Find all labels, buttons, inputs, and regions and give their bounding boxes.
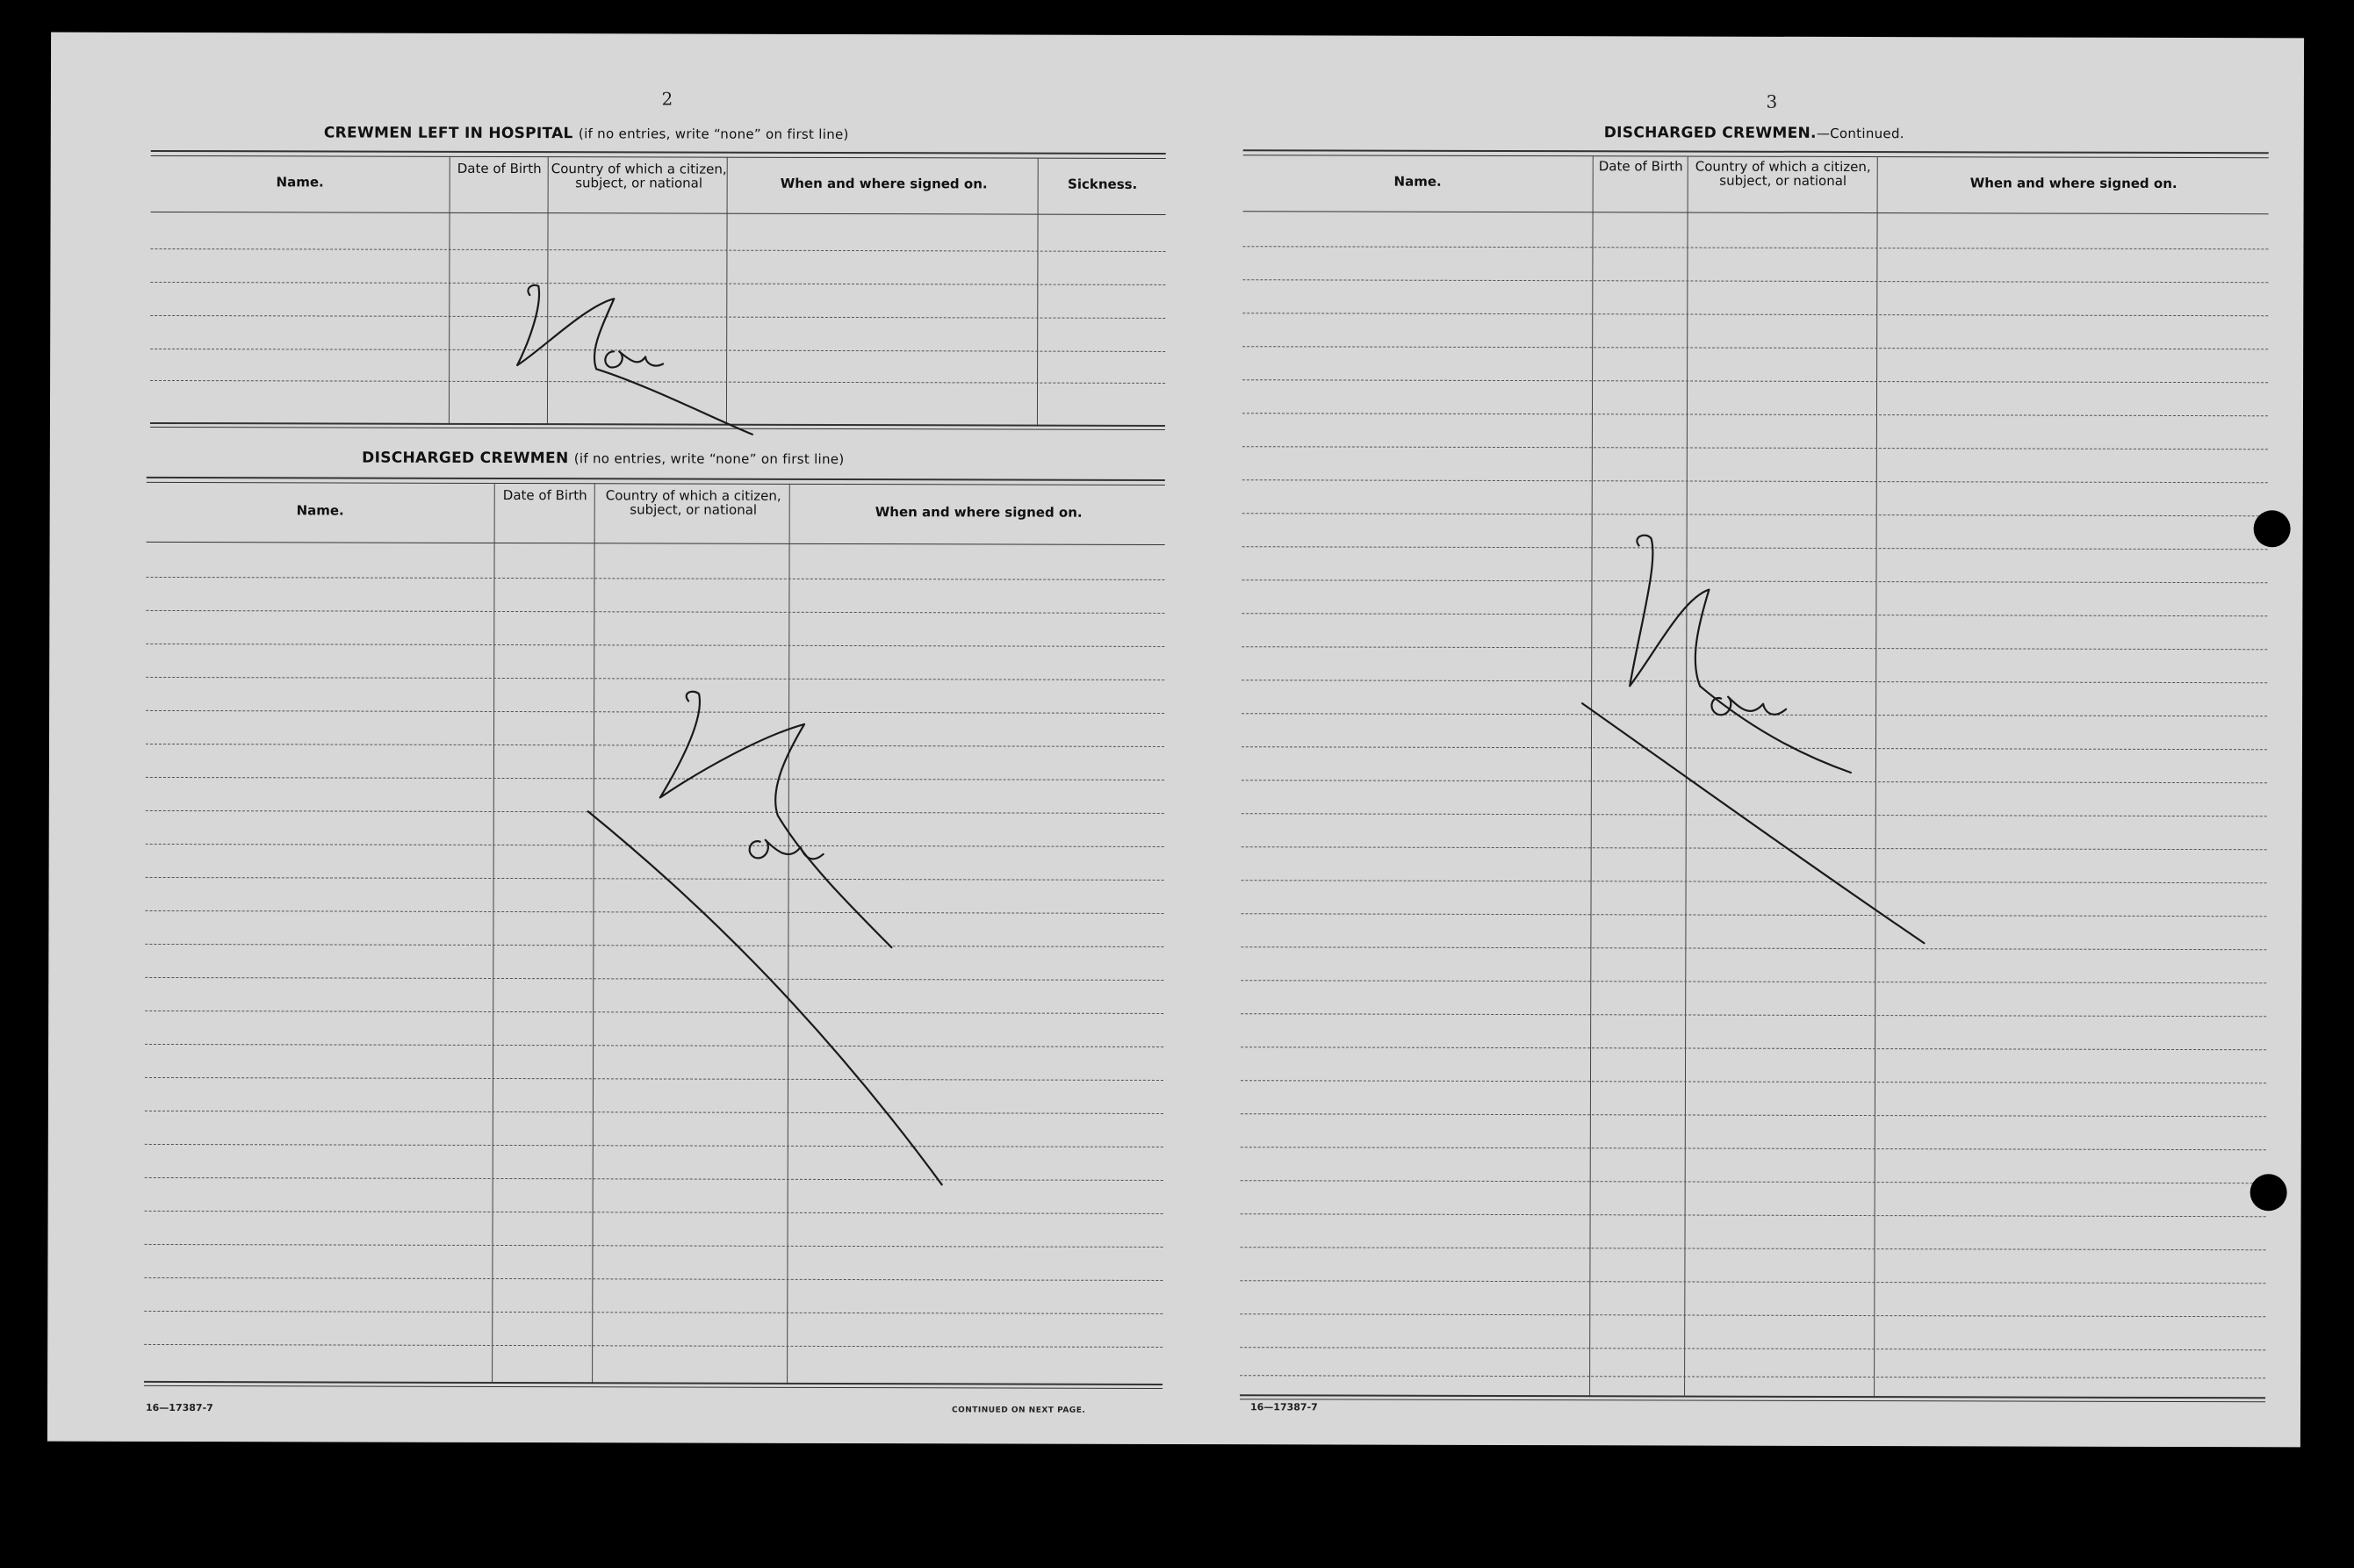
continued-note: CONTINUED ON NEXT PAGE. — [951, 1406, 1086, 1415]
page-right — [1224, 35, 2281, 1447]
page-left — [91, 32, 1166, 1444]
column-header-signed-on: When and where signed on. — [875, 504, 1083, 521]
page-number: 2 — [661, 88, 673, 110]
column-header-name: Name. — [296, 502, 344, 519]
page-number: 3 — [1766, 90, 1778, 112]
section-title-text: DISCHARGED CREWMEN — [362, 449, 569, 468]
punch-hole — [2254, 510, 2291, 547]
section-title-note: —Continued. — [1816, 125, 1904, 142]
column-header-name: Name. — [276, 174, 324, 191]
hospital-table — [150, 150, 1166, 432]
column-header-sickness: Sickness. — [1068, 176, 1138, 192]
section-title-text: DISCHARGED CREWMEN. — [1603, 124, 1817, 142]
form-number: 16—17387-7 — [1249, 1401, 1318, 1413]
discharged-continued-table — [1240, 149, 2269, 1404]
document-sheet — [47, 32, 2304, 1448]
column-header-date-of-birth: Date of Birth — [502, 486, 587, 504]
section-title-discharged — [217, 449, 990, 468]
section-title-hospital — [183, 124, 990, 143]
column-header-name: Name. — [1393, 173, 1442, 190]
section-title-note: (if no entries, write “none” on first line) — [573, 450, 845, 468]
section-title-text: CREWMEN LEFT IN HOSPITAL — [323, 124, 573, 143]
column-header-signed-on: When and where signed on. — [1969, 175, 2178, 191]
form-number: 16—17387-7 — [145, 1401, 213, 1414]
column-header-country: Country of which a citizen, subject, or national — [1695, 158, 1871, 189]
column-header-date-of-birth: Date of Birth — [457, 160, 542, 177]
column-header-country: Country of which a citizen, subject, or national — [551, 161, 727, 191]
section-title-discharged-continued — [1227, 123, 2281, 143]
section-title-note: (if no entries, write “none” on first line) — [578, 126, 849, 143]
punch-hole — [2250, 1174, 2287, 1211]
discharged-table — [144, 477, 1165, 1394]
column-header-country: Country of which a citizen, subject, or national — [605, 487, 781, 518]
column-header-signed-on: When and where signed on. — [780, 175, 988, 192]
column-header-date-of-birth: Date of Birth — [1598, 158, 1683, 175]
